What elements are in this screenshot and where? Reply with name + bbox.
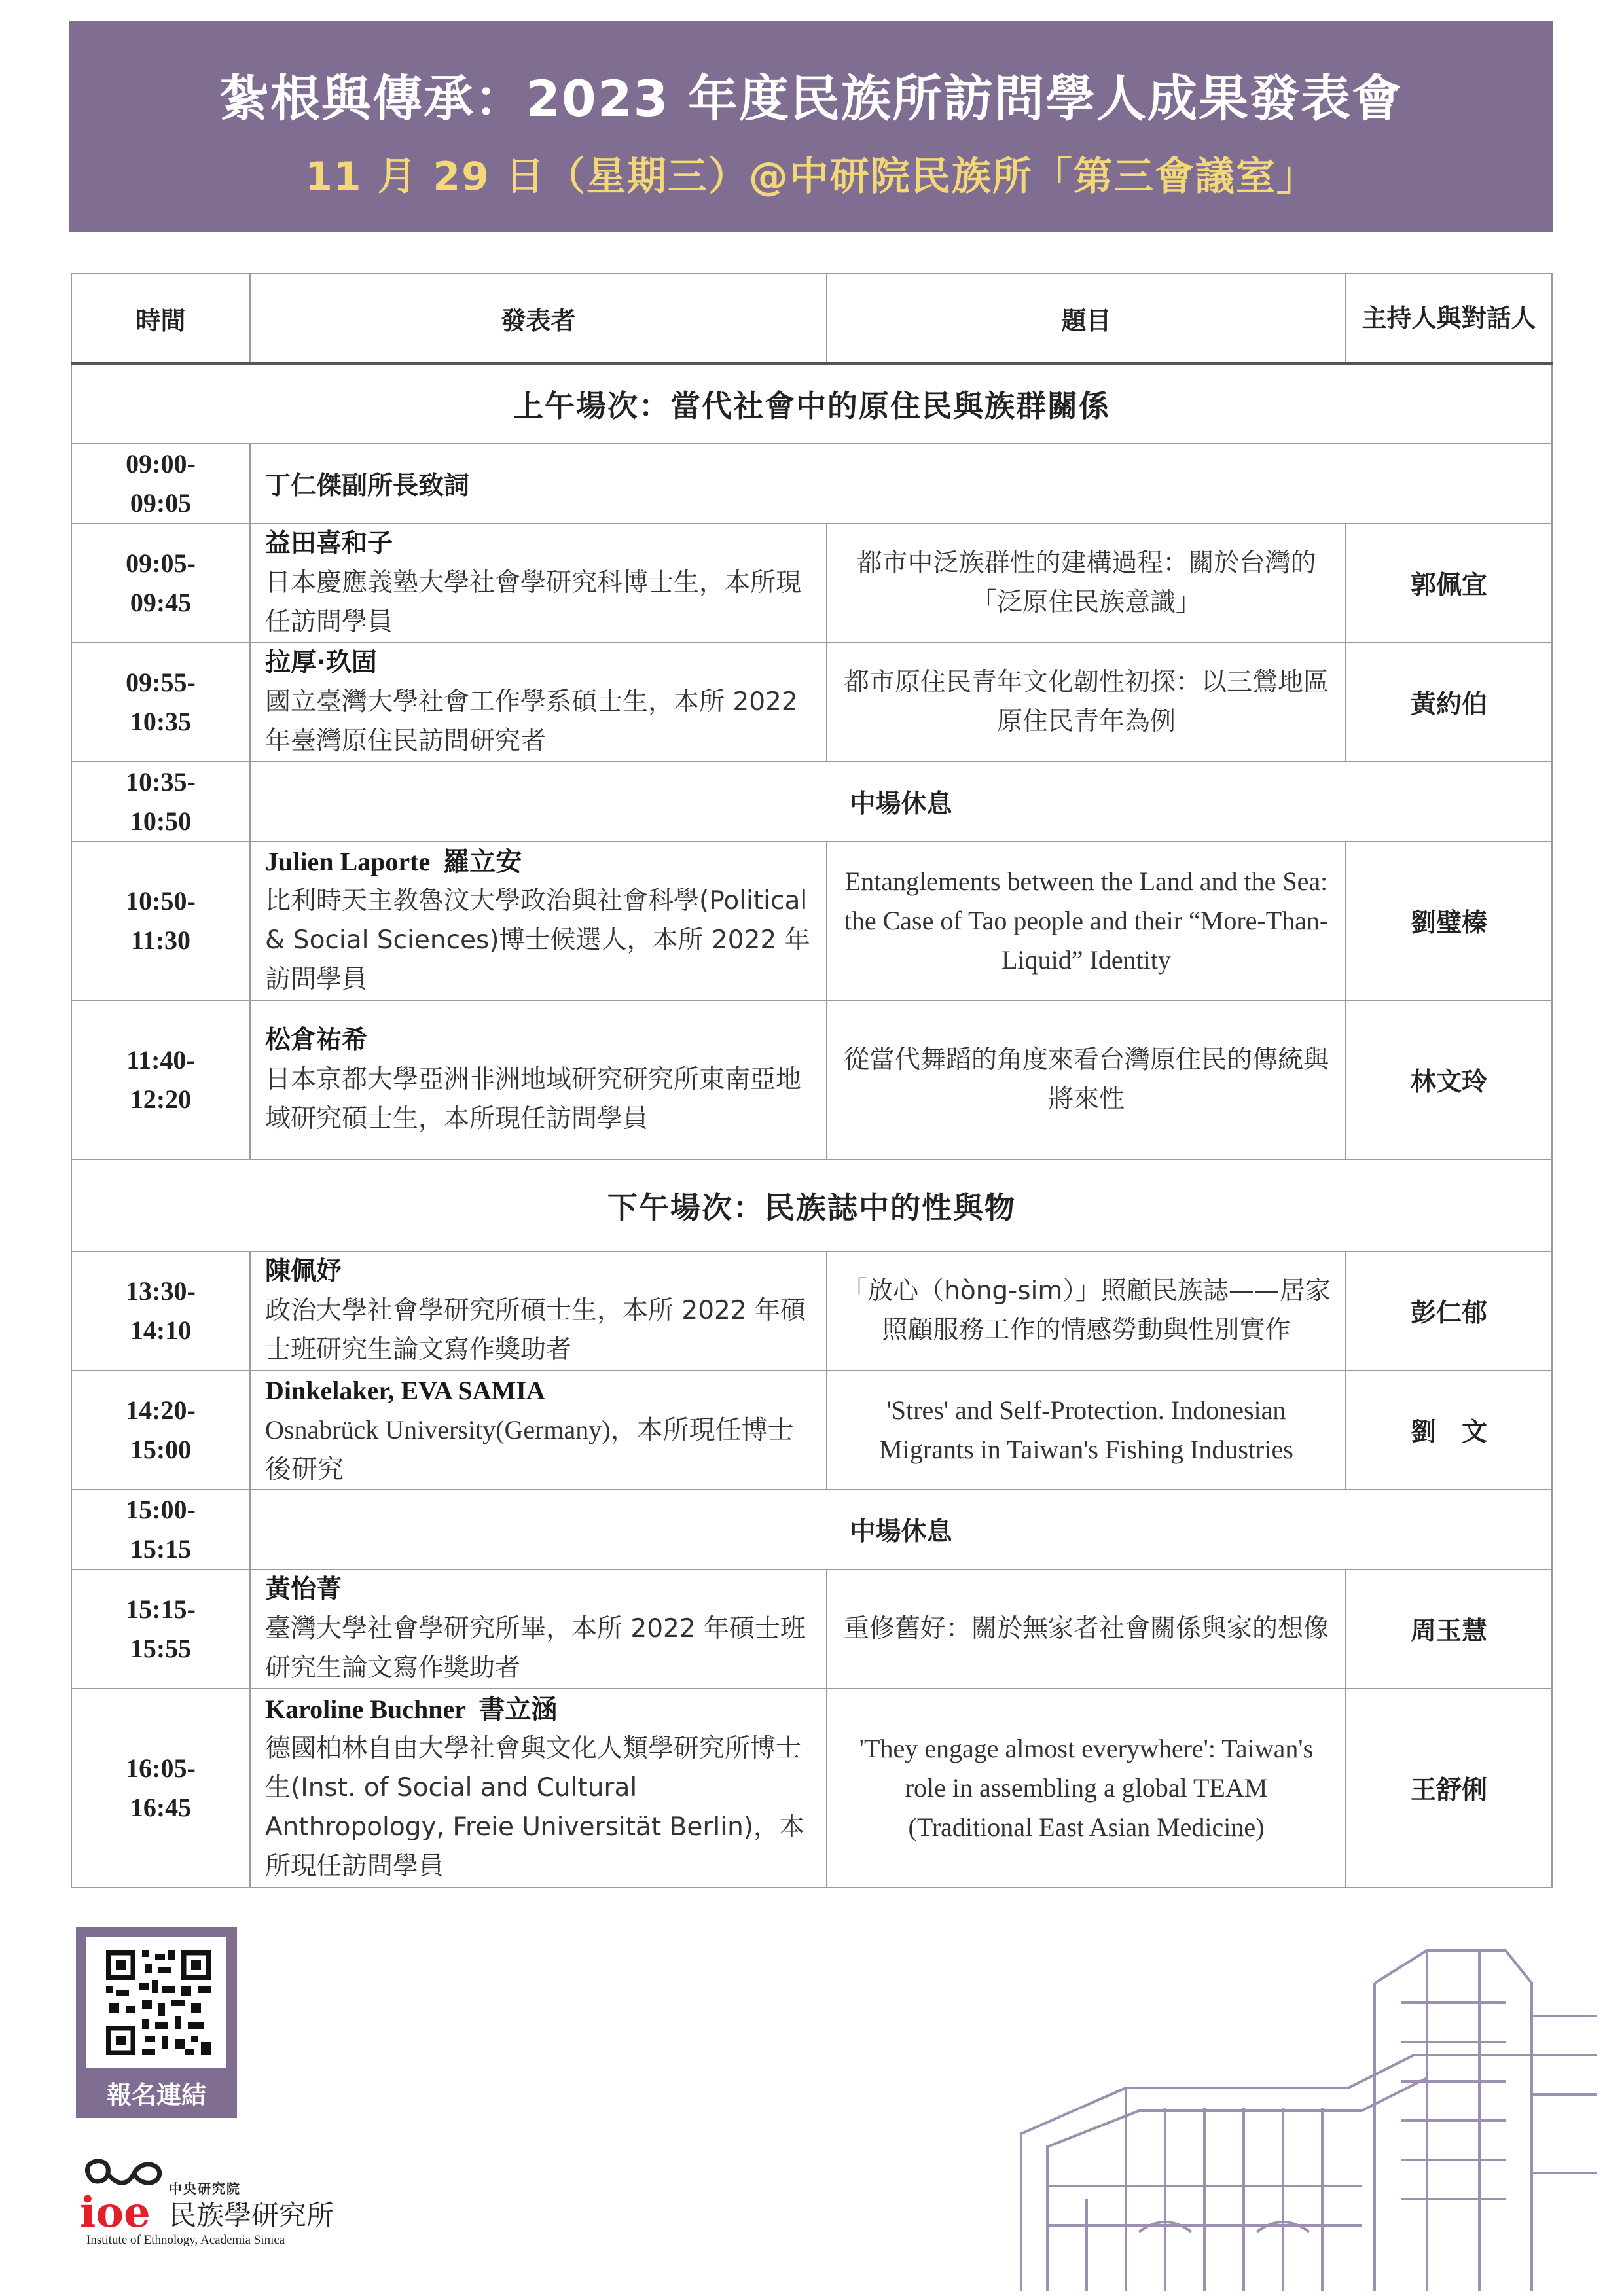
- table-header-row: [71, 274, 1552, 364]
- col-topic: 題目: [827, 274, 1346, 364]
- presenter-name: Karoline Buchner 書立涵: [265, 1694, 558, 1724]
- presenter-affiliation: 國立臺灣大學社會工作學系碩士生，本所 2022 年臺灣原住民訪問研究者: [265, 687, 798, 756]
- presenter-name: 益田喜和子: [265, 528, 393, 558]
- table-row: [71, 1001, 1552, 1160]
- host-cell: 彭仁郁: [1346, 1251, 1552, 1371]
- table-row: [71, 643, 1552, 762]
- break-label: 中場休息: [250, 1490, 1552, 1570]
- session-row-morning: [71, 364, 1552, 444]
- logo-main-text: 民族學研究所: [169, 2199, 334, 2231]
- time-text: 09:00-09:05: [126, 448, 196, 518]
- time-cell: [71, 524, 250, 643]
- host-cell: 林文玲: [1346, 1001, 1552, 1160]
- host-cell: 王舒俐: [1346, 1689, 1552, 1888]
- break-label: 中場休息: [250, 762, 1552, 842]
- time-cell: [71, 842, 250, 1001]
- presenter-name: 拉厚·玖固: [265, 647, 377, 677]
- logo-small-text: 中央研究院: [169, 2181, 241, 2197]
- host-cell: 周玉慧: [1346, 1570, 1552, 1689]
- host-cell: 劉璧榛: [1346, 842, 1552, 1001]
- session-title: 下午場次：民族誌中的性與物: [71, 1160, 1552, 1251]
- building-illustration: [1008, 1924, 1597, 2291]
- presenter-affiliation: Osnabrück University(Germany)，本所現任博士後研究: [265, 1414, 794, 1484]
- col-presenter: 發表者: [250, 274, 827, 364]
- presenter-cell: [250, 643, 827, 762]
- presenter-affiliation: 日本慶應義塾大學社會學研究科博士生，本所現任訪問學員: [265, 567, 802, 637]
- host-cell: 劉 文: [1346, 1371, 1552, 1490]
- logo-mark-letters: ioe: [80, 2188, 151, 2232]
- opening-remarks: 丁仁傑副所長致詞: [250, 444, 1552, 524]
- header-banner: [69, 21, 1553, 232]
- qr-code-icon: [106, 1944, 211, 2062]
- presenter-cell: [250, 524, 827, 643]
- presenter-cell: [250, 1251, 827, 1371]
- ioe-logo-icon: [72, 2153, 170, 2232]
- break-row: [71, 1490, 1552, 1570]
- time-cell: [71, 1689, 250, 1888]
- time-cell: [71, 643, 250, 762]
- table-row: [71, 842, 1552, 1001]
- topic-cell: 都市中泛族群性的建構過程：關於台灣的「泛原住民族意識」: [827, 524, 1346, 643]
- table-row: [71, 1371, 1552, 1490]
- time-cell: [71, 1371, 250, 1490]
- table-row: [71, 524, 1552, 643]
- presenter-name: 松倉祐希: [265, 1026, 368, 1055]
- table-row: [71, 1689, 1552, 1888]
- presenter-affiliation: 比利時天主教魯汶大學政治與社會科學(Political & Social Sciences)博士候選人，本所 2022 年訪問學員: [265, 886, 810, 994]
- registration-qr[interactable]: [76, 1927, 237, 2118]
- presenter-cell: [250, 1001, 827, 1160]
- presenter-name: Julien Laporte 羅立安: [265, 847, 522, 876]
- institute-logo: [72, 2153, 347, 2251]
- col-host-label: 主持人與對話人: [1362, 304, 1536, 332]
- qr-background: [86, 1937, 226, 2068]
- break-row: [71, 762, 1552, 842]
- time-text: 15:15-15:55: [126, 1594, 196, 1663]
- presenter-affiliation: 日本京都大學亞洲非洲地域研究研究所東南亞地域研究碩士生，本所現任訪問學員: [265, 1065, 802, 1134]
- session-title: 上午場次：當代社會中的原住民與族群關係: [71, 364, 1552, 444]
- time-text: 16:05-16:45: [126, 1753, 196, 1822]
- presenter-name: 陳佩妤: [265, 1256, 342, 1286]
- session-row-afternoon: [71, 1160, 1552, 1251]
- page-title: 紮根與傳承：2023 年度民族所訪問學人成果發表會: [219, 69, 1403, 128]
- time-cell: [71, 1490, 250, 1570]
- presenter-affiliation: 政治大學社會學研究所碩士生，本所 2022 年碩士班研究生論文寫作獎助者: [265, 1295, 806, 1365]
- time-text: 09:05-09:45: [126, 548, 196, 617]
- topic-cell: 'Stres' and Self-Protection. Indonesian Migrants in Taiwan's Fishing Industries: [827, 1371, 1346, 1490]
- time-text: 10:35-10:50: [126, 766, 196, 836]
- col-time: 時間: [71, 274, 250, 364]
- opening-row: [71, 444, 1552, 524]
- qr-label: 報名連結: [106, 2081, 206, 2109]
- time-cell: [71, 762, 250, 842]
- presenter-affiliation: 德國柏林自由大學社會與文化人類學研究所博士生(Inst. of Social and Cultural Anthropology, Freie Universität Berlin)，本所現任訪問學員: [265, 1733, 805, 1881]
- time-text: 13:30-14:10: [126, 1276, 196, 1345]
- topic-cell: 重修舊好：關於無家者社會關係與家的想像: [827, 1570, 1346, 1689]
- time-text: 11:40-12:20: [126, 1045, 195, 1114]
- presenter-cell: [250, 1371, 827, 1490]
- topic-cell: 'They engage almost everywhere': Taiwan's role in assembling a global TEAM (Traditional East Asian Medicine): [827, 1689, 1346, 1888]
- presenter-cell: [250, 1689, 827, 1888]
- time-cell: [71, 1570, 250, 1689]
- topic-cell: 都市原住民青年文化韌性初探：以三鶯地區原住民青年為例: [827, 643, 1346, 762]
- topic-cell: Entanglements between the Land and the Sea: the Case of Tao people and their “More-Than-Liquid” Identity: [827, 842, 1346, 1001]
- presenter-cell: [250, 842, 827, 1001]
- presenter-name: Dinkelaker, EVA SAMIA: [265, 1375, 545, 1405]
- schedule-table: [71, 273, 1553, 1888]
- time-cell: [71, 1001, 250, 1160]
- time-cell: [71, 1251, 250, 1371]
- time-text: 15:00-15:15: [126, 1494, 196, 1564]
- table-row: [71, 1570, 1552, 1689]
- topic-cell: 「放心（hòng-sim）」照顧民族誌——居家照顧服務工作的情感勞動與性別實作: [827, 1251, 1346, 1371]
- host-cell: 黃約伯: [1346, 643, 1552, 762]
- time-text: 14:20-15:00: [126, 1395, 196, 1464]
- col-host: [1346, 274, 1552, 364]
- time-cell: [71, 444, 250, 524]
- event-date-venue: 11 月 29 日（星期三）@中研院民族所「第三會議室」: [305, 154, 1317, 200]
- topic-cell: 從當代舞蹈的角度來看台灣原住民的傳統與將來性: [827, 1001, 1346, 1160]
- host-cell: 郭佩宜: [1346, 524, 1552, 643]
- presenter-affiliation: 臺灣大學社會學研究所畢，本所 2022 年碩士班研究生論文寫作獎助者: [265, 1613, 806, 1683]
- logo-english: Institute of Ethnology, Academia Sinica: [86, 2233, 285, 2247]
- time-text: 10:50-11:30: [126, 886, 196, 955]
- table-row: [71, 1251, 1552, 1371]
- time-text: 09:55-10:35: [126, 667, 196, 736]
- presenter-cell: [250, 1570, 827, 1689]
- presenter-name: 黃怡菁: [265, 1574, 342, 1604]
